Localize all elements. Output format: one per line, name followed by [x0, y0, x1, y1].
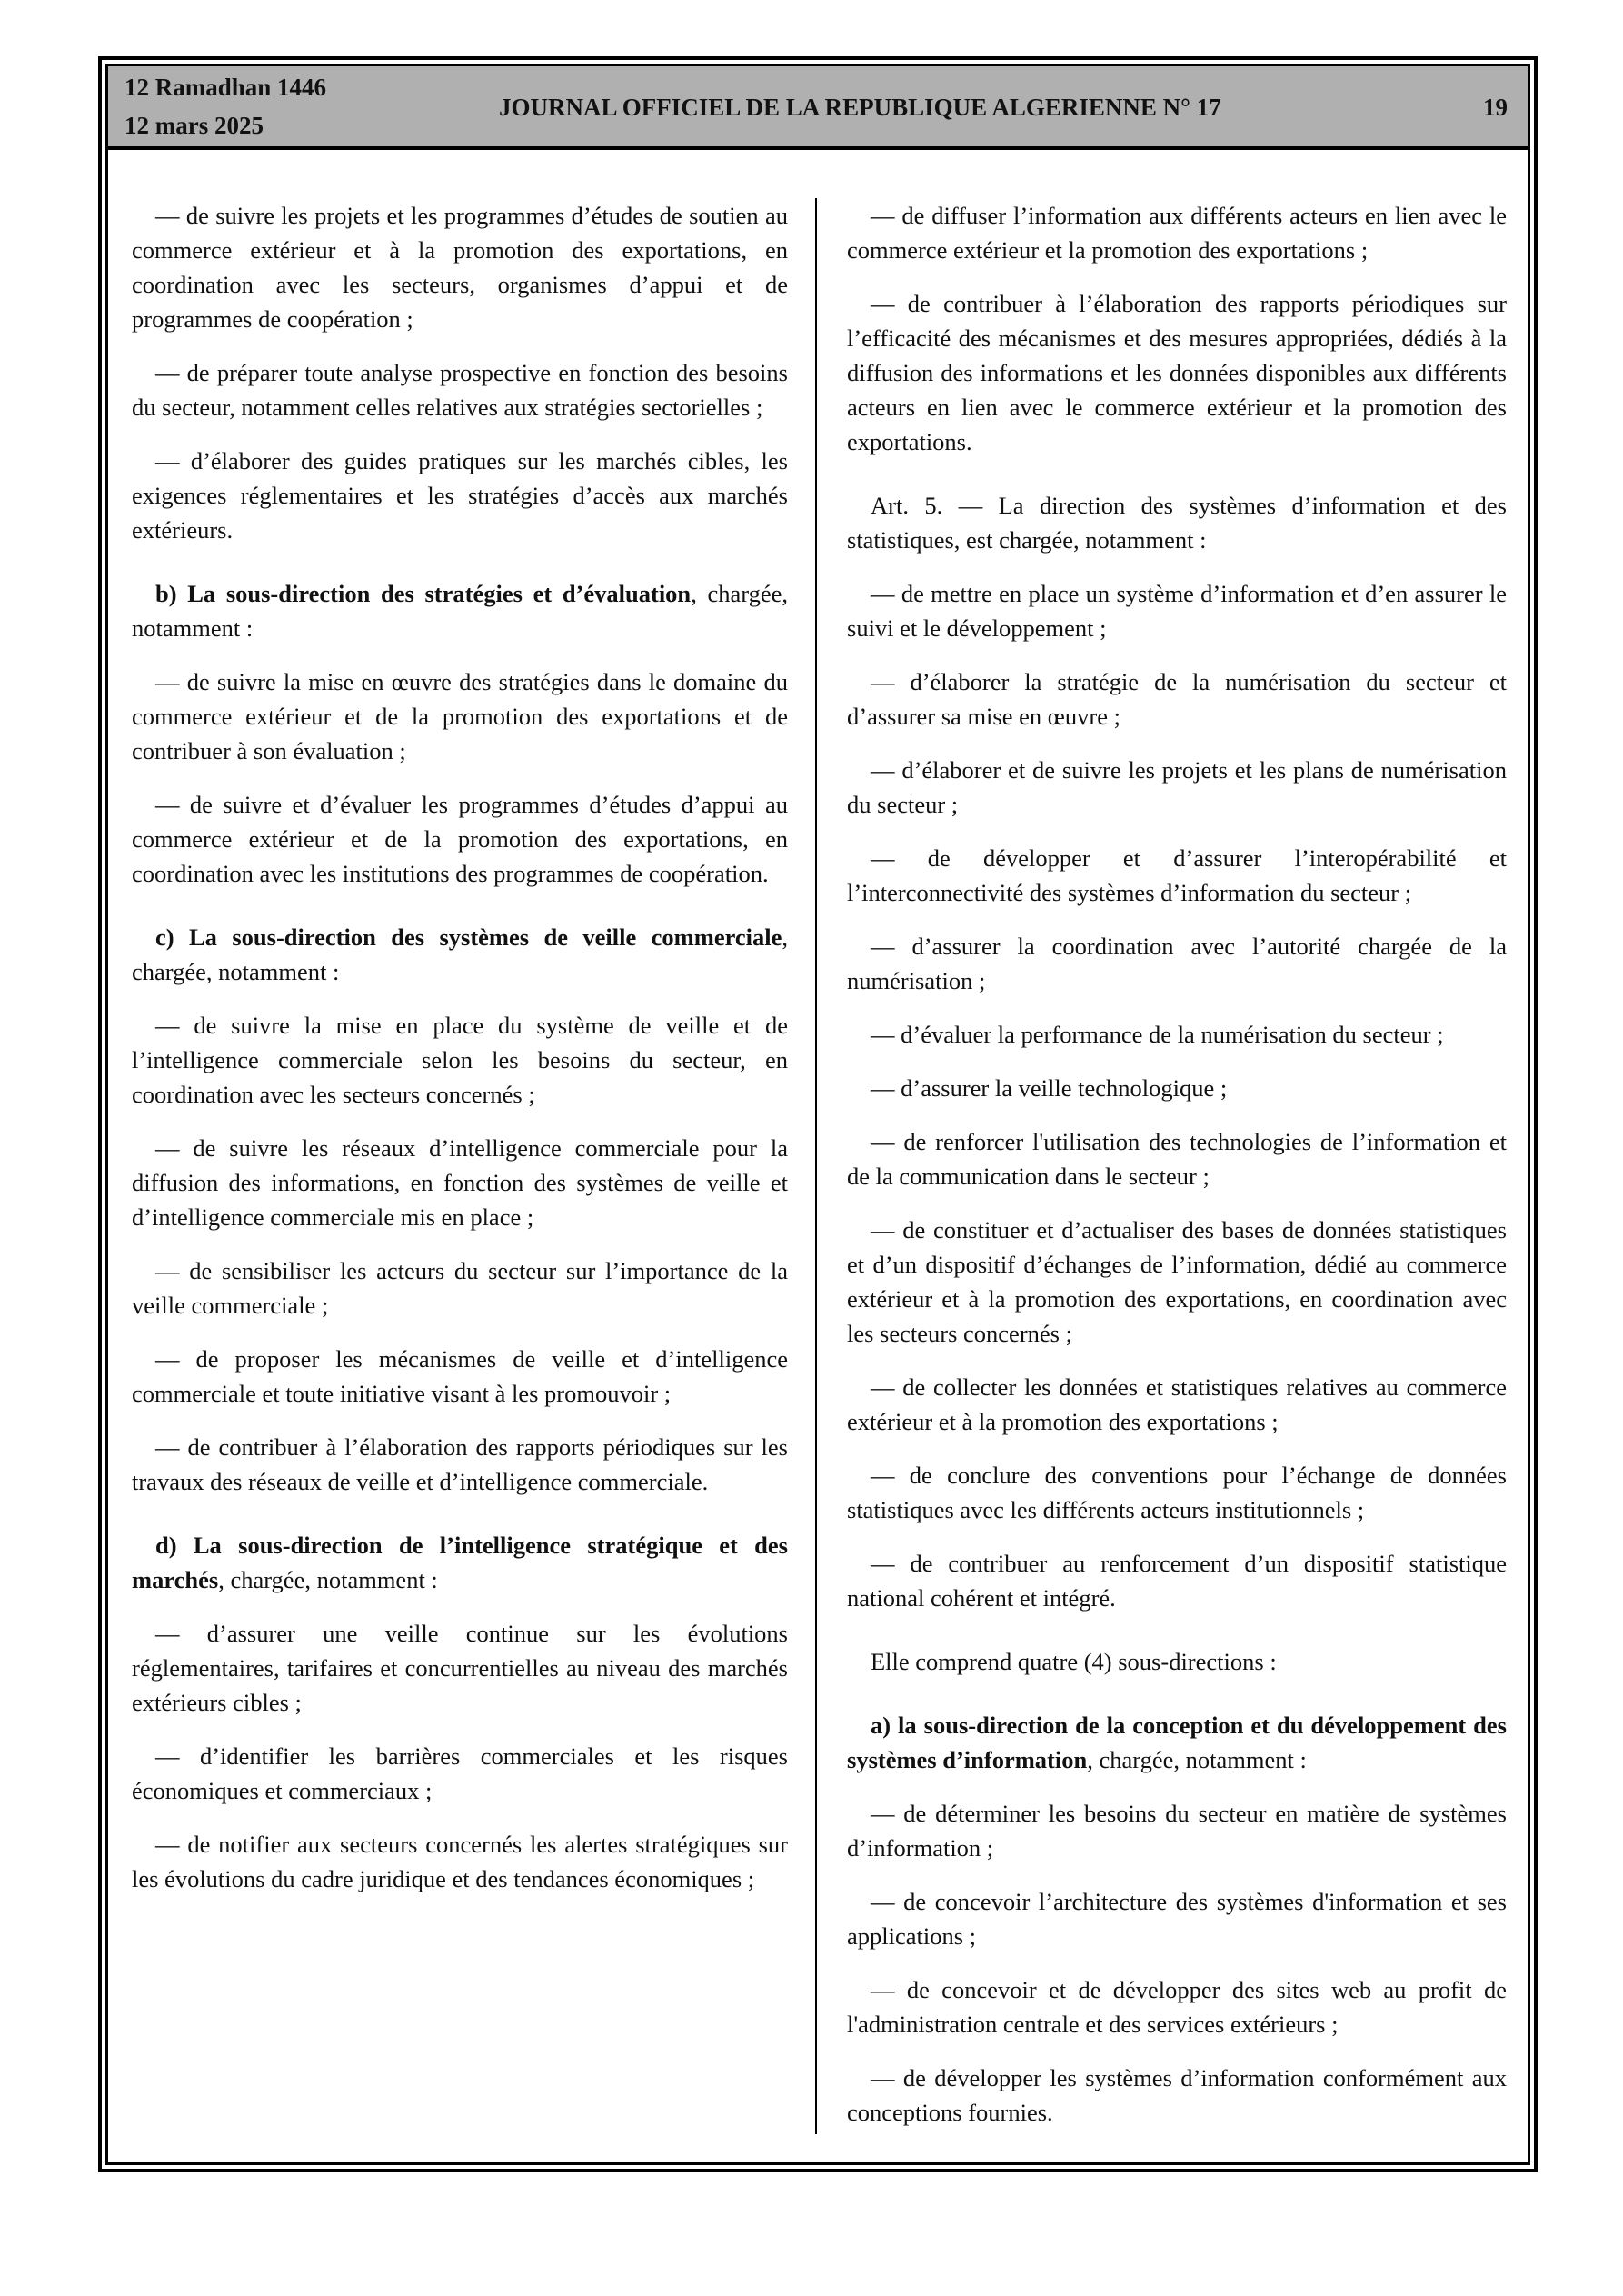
paragraph-text: — de suivre et d’évaluer les programmes d’études d’appui au commerce extérieur et de la promotion des exportations, en coordination avec les institutions des programmes de coopération. [132, 791, 788, 887]
paragraph-text: — de diffuser l’information aux différents acteurs en lien avec le commerce extérieur et la promotion des exportations ; [847, 202, 1507, 264]
section-heading-paragraph [132, 576, 788, 645]
paragraph [847, 2061, 1507, 2130]
section-heading: b) La sous-direction des stratégies et d’évaluation [155, 580, 692, 607]
paragraph [132, 664, 788, 768]
paragraph-text: , chargée, notamment : [132, 923, 788, 985]
paragraph-text: — d’élaborer la stratégie de la numérisation du secteur et d’assurer sa mise en œuvre ; [847, 668, 1507, 730]
paragraph [847, 198, 1507, 267]
section-heading-paragraph [132, 1528, 788, 1597]
paragraph-text: Art. 5. — La direction des systèmes d’information et des statistiques, est chargée, notamment : [847, 492, 1507, 554]
paragraph-text: — de suivre les réseaux d’intelligence commerciale pour la diffusion des informations, en fonction des systèmes de veille et d’intelligence commerciale mis en place ; [132, 1134, 788, 1231]
paragraph [847, 929, 1507, 998]
right-column [847, 198, 1507, 2149]
journal-header [108, 66, 1528, 150]
paragraph-text: — de contribuer à l’élaboration des rapports périodiques sur l’efficacité des mécanismes et des mesures appropriées, dédiés à la diffusion des informations et les données disponibles aux différents acteurs en lien avec le commerce extérieur et la promotion des exportations. [847, 290, 1507, 455]
paragraph-text: — d’assurer la veille technologique ; [871, 1074, 1228, 1102]
section-heading-paragraph [847, 1708, 1507, 1777]
paragraph [847, 1017, 1507, 1052]
paragraph [132, 1739, 788, 1808]
paragraph [847, 664, 1507, 734]
paragraph [847, 841, 1507, 910]
paragraph-text: — de constituer et d’actualiser des bases de données statistiques et d’un dispositif d’échanges de l’information, dédié au commerce extérieur et à la promotion des exportations, en coordination avec les secteurs concernés ; [847, 1216, 1507, 1347]
paragraph-text: — d’identifier les barrières commerciales et les risques économiques et commerciaux ; [132, 1742, 788, 1804]
paragraph-text: Elle comprend quatre (4) sous-directions : [871, 1648, 1277, 1675]
page-number: 19 [1483, 94, 1508, 121]
paragraph-text: — de contribuer au renforcement d’un dispositif statistique national cohérent et intégré. [847, 1550, 1507, 1612]
column-divider [815, 198, 817, 2134]
left-column [132, 198, 788, 1915]
paragraph-text: — d’assurer une veille continue sur les évolutions réglementaires, tarifaires et concurrentielles au niveau des marchés extérieurs cibles ; [132, 1620, 788, 1716]
paragraph-text: — de développer et d’assurer l’interopérabilité et l’interconnectivité des systèmes d’information du secteur ; [847, 844, 1507, 906]
paragraph [847, 1644, 1507, 1679]
paragraph [847, 1546, 1507, 1615]
paragraph [847, 1796, 1507, 1865]
paragraph [132, 1342, 788, 1411]
paragraph [847, 576, 1507, 645]
journal-title: JOURNAL OFFICIEL DE LA REPUBLIQUE ALGERIENNE N° 17 [499, 94, 1221, 121]
paragraph-text: — de préparer toute analyse prospective en fonction des besoins du secteur, notamment celles relatives aux stratégies sectorielles ; [132, 359, 788, 421]
section-heading: c) La sous-direction des systèmes de veille commerciale [155, 923, 782, 951]
paragraph-text: — de suivre la mise en place du système de veille et de l’intelligence commerciale selon les besoins du secteur, en coordination avec les secteurs concernés ; [132, 1012, 788, 1108]
paragraph [132, 1008, 788, 1112]
section-heading-paragraph [132, 920, 788, 989]
paragraph-text: , chargée, notamment : [132, 580, 788, 642]
gregorian-date: 12 mars 2025 [124, 112, 264, 139]
paragraph-text: — de suivre la mise en œuvre des stratégies dans le domaine du commerce extérieur et de la promotion des exportations et de contribuer à son évaluation ; [132, 668, 788, 764]
paragraph [132, 1616, 788, 1720]
paragraph-text: — de mettre en place un système d’information et d’en assurer le suivi et le développement ; [847, 580, 1507, 642]
paragraph-text: — de déterminer les besoins du secteur en matière de systèmes d’information ; [847, 1800, 1507, 1862]
paragraph [847, 1213, 1507, 1351]
paragraph [132, 1430, 788, 1499]
paragraph-text: , chargée, notamment : [218, 1566, 438, 1593]
paragraph [132, 1827, 788, 1896]
paragraph [132, 198, 788, 336]
paragraph [847, 1458, 1507, 1527]
paragraph [847, 1370, 1507, 1439]
paragraph-text: — de renforcer l'utilisation des technologies de l’information et de la communication dans le secteur ; [847, 1128, 1507, 1190]
paragraph [132, 1253, 788, 1323]
hijri-date: 12 Ramadhan 1446 [124, 74, 327, 101]
paragraph [132, 355, 788, 424]
paragraph [847, 1071, 1507, 1105]
paragraph-text: — de proposer les mécanismes de veille et d’intelligence commerciale et toute initiative visant à les promouvoir ; [132, 1345, 788, 1407]
paragraph [132, 787, 788, 891]
paragraph-text: — de collecter les données et statistiques relatives au commerce extérieur et à la promotion des exportations ; [847, 1373, 1507, 1435]
paragraph-text: — d’évaluer la performance de la numérisation du secteur ; [871, 1021, 1444, 1048]
section-heading: a) la sous-direction de la conception et du développement des systèmes d’information [847, 1712, 1507, 1773]
paragraph-text: — de suivre les projets et les programmes d’études de soutien au commerce extérieur et à la promotion des exportations, en coordination avec les secteurs, organismes d’appui et de programmes de coopération ; [132, 202, 788, 333]
paragraph [132, 1131, 788, 1234]
paragraph [847, 753, 1507, 822]
paragraph [847, 1884, 1507, 1953]
paragraph [847, 488, 1507, 557]
paragraph [847, 1972, 1507, 2041]
paragraph-text: , chargée, notamment : [1087, 1746, 1307, 1773]
paragraph-text: — d’élaborer des guides pratiques sur les marchés cibles, les exigences réglementaires et les stratégies d’accès aux marchés extérieurs. [132, 447, 788, 544]
paragraph [132, 444, 788, 547]
paragraph-text: — d’assurer la coordination avec l’autorité chargée de la numérisation ; [847, 933, 1507, 994]
paragraph [847, 286, 1507, 459]
paragraph-text: — de concevoir l’architecture des systèmes d'information et ses applications ; [847, 1888, 1507, 1950]
paragraph [847, 1124, 1507, 1193]
paragraph-text: — de conclure des conventions pour l’échange de données statistiques avec les différents acteurs institutionnels ; [847, 1462, 1507, 1523]
paragraph-text: — de concevoir et de développer des sites web au profit de l'administration centrale et des services extérieurs ; [847, 1976, 1507, 2038]
paragraph-text: — de développer les systèmes d’information conformément aux conceptions fournies. [847, 2064, 1507, 2126]
section-heading: d) La sous-direction de l’intelligence stratégique et des marchés [132, 1532, 788, 1593]
paragraph-text: — d’élaborer et de suivre les projets et les plans de numérisation du secteur ; [847, 756, 1507, 818]
paragraph-text: — de contribuer à l’élaboration des rapports périodiques sur les travaux des réseaux de veille et d’intelligence commerciale. [132, 1433, 788, 1495]
paragraph-text: — de sensibiliser les acteurs du secteur sur l’importance de la veille commerciale ; [132, 1257, 788, 1319]
paragraph-text: — de notifier aux secteurs concernés les alertes stratégiques sur les évolutions du cadre juridique et des tendances économiques ; [132, 1831, 788, 1892]
